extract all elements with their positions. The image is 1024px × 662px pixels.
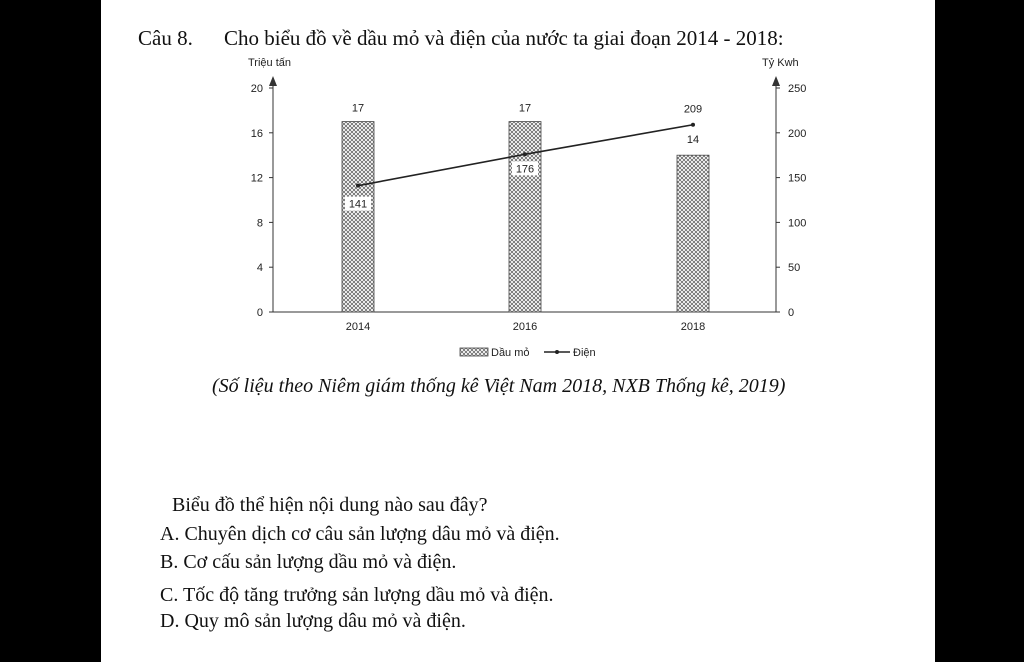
x-tick-label: 2016 <box>512 321 538 333</box>
y-right-axis-arrow <box>772 76 780 86</box>
legend-label-dau-mo: Dầu mỏ <box>491 347 530 359</box>
x-tick-label: 2014 <box>345 321 371 333</box>
y-right-tick-label: 50 <box>788 262 801 275</box>
y-right-axis-title: Tỷ Kwh <box>762 57 799 69</box>
option-b[interactable]: B. Cơ cấu sản lượng dầu mỏ và điện. <box>160 551 457 573</box>
bar-dau-mo-2014 <box>342 122 374 312</box>
y-left-tick-label: 0 <box>256 307 263 319</box>
bar-dau-mo-2018 <box>677 155 709 312</box>
y-left-tick-label: 8 <box>256 217 263 230</box>
bar-value-label: 17 <box>518 102 532 115</box>
x-tick-label: 2018 <box>680 321 706 333</box>
question-number: Câu 8. <box>138 26 193 50</box>
y-right-tick-label: 100 <box>788 217 807 230</box>
y-left-tick-label: 16 <box>250 127 263 140</box>
option-d[interactable]: D. Quy mô sản lượng dâu mỏ và điện. <box>160 610 466 632</box>
point-dien-2018 <box>691 123 695 127</box>
legend <box>460 347 596 359</box>
question-prompt: Biểu đồ thể hiện nội dung nào sau đây? <box>172 494 488 516</box>
line-value-label: 209 <box>683 103 703 116</box>
y-left-axis-arrow <box>269 76 277 86</box>
combo-chart <box>230 50 820 377</box>
y-left-axis-title: Triệu tấn <box>248 57 292 69</box>
y-right-tick-label: 250 <box>788 83 807 95</box>
y-right-tick-label: 150 <box>788 172 807 185</box>
point-dien-2016 <box>523 152 527 156</box>
legend-swatch-dau-mo <box>460 348 488 356</box>
bar-value-label: 14 <box>686 134 700 147</box>
line-value-label: 141 <box>348 198 368 211</box>
option-a[interactable]: A. Chuyên dịch cơ câu sản lượng dâu mỏ và điện. <box>160 523 560 545</box>
bar-dau-mo-2016 <box>509 122 541 312</box>
y-right-tick-label: 200 <box>788 127 807 140</box>
y-right-tick-label: 0 <box>788 307 795 319</box>
question-text: Cho biểu đồ về dầu mỏ và điện của nước ta giai đoạn 2014 - 2018: <box>224 26 784 50</box>
y-left-tick-label: 4 <box>256 262 263 275</box>
y-left-tick-label: 12 <box>250 172 263 185</box>
y-left-tick-label: 20 <box>250 83 263 95</box>
option-c[interactable]: C. Tốc độ tăng trưởng sản lượng dầu mỏ và điện. <box>160 584 554 606</box>
source-caption: (Số liệu theo Niêm giám thống kê Việt Nam 2018, NXB Thống kê, 2019) <box>212 375 786 397</box>
legend-label-dien: Điện <box>573 347 596 359</box>
point-dien-2014 <box>356 184 360 188</box>
bar-value-label: 17 <box>351 102 365 115</box>
line-value-label: 176 <box>515 163 535 176</box>
